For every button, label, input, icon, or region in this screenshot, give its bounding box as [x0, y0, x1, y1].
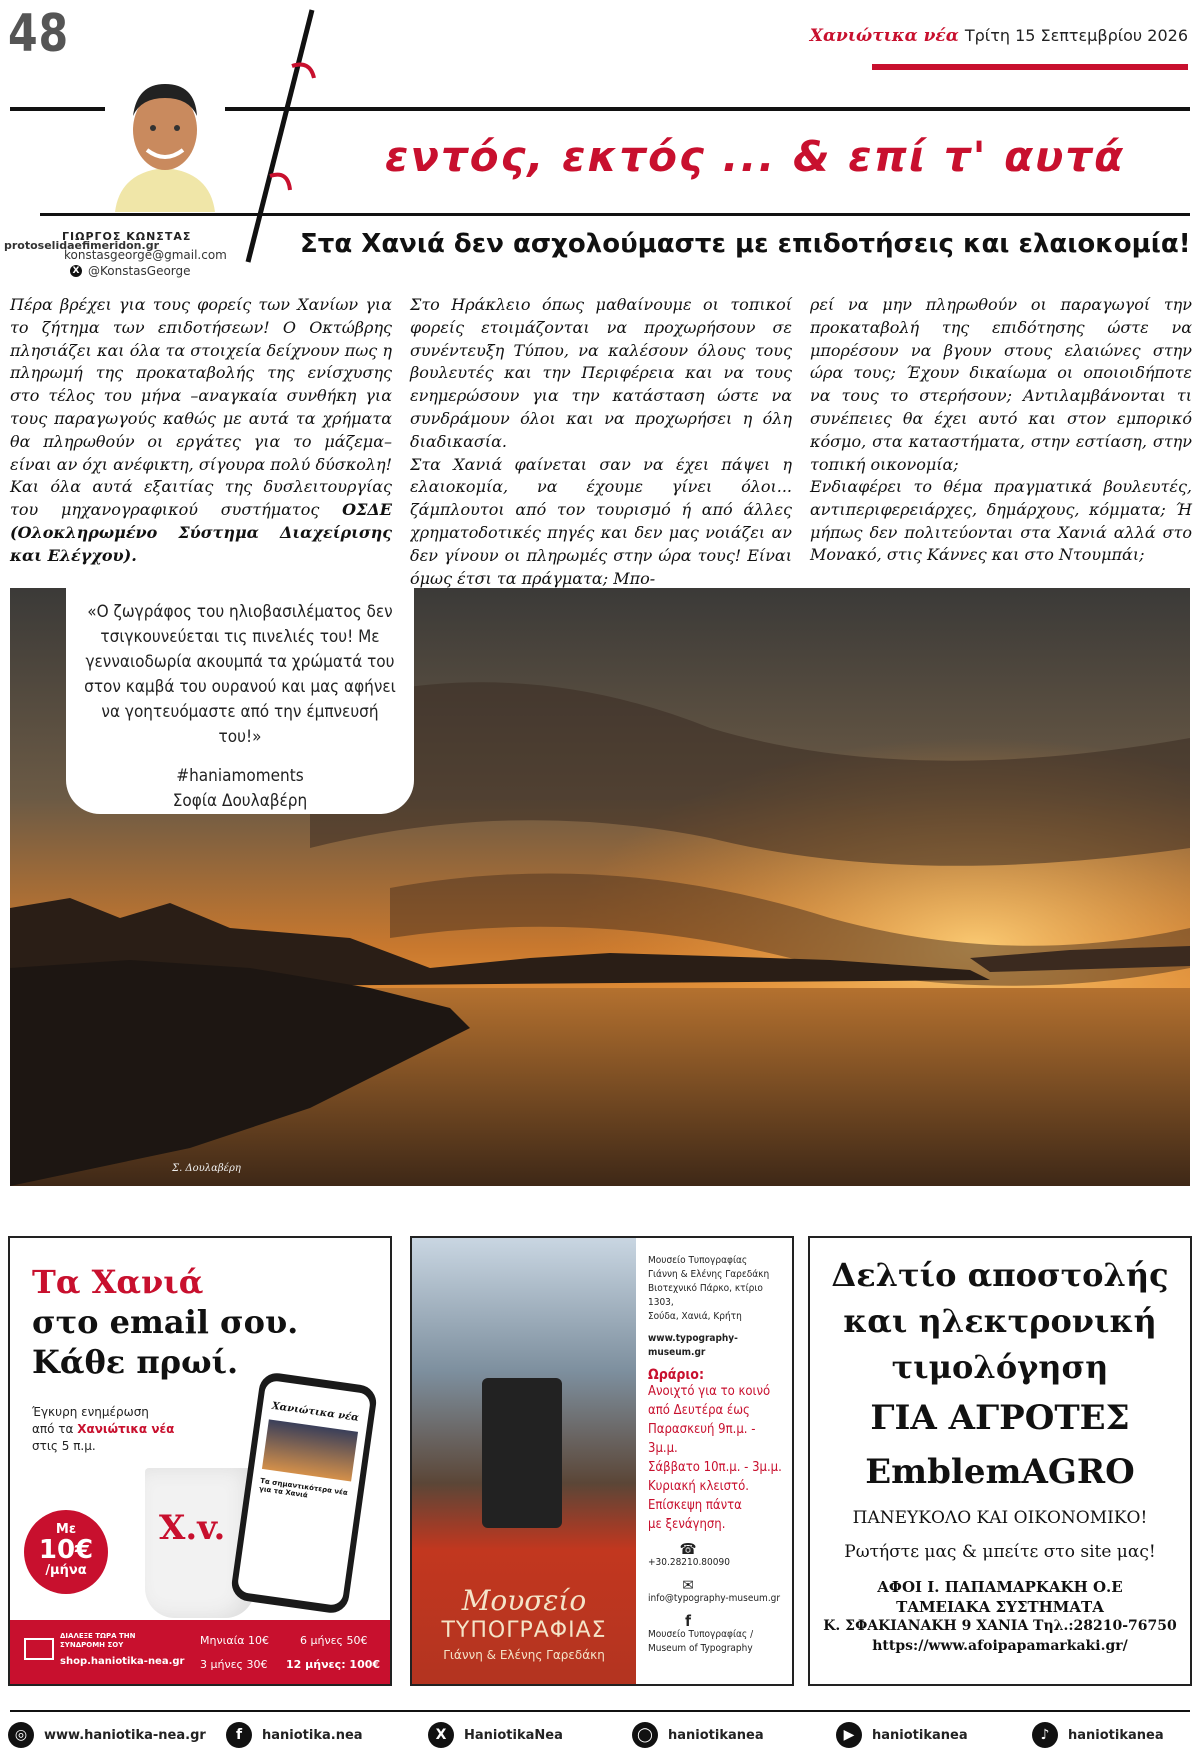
museum-hours-line: Παρασκευή 9π.μ. - 3μ.μ. [648, 1422, 756, 1456]
column-title: εντός, εκτός ... & επί τ' αυτά [385, 132, 1125, 181]
museum-hours-line: Κυριακή κλειστό. [648, 1479, 749, 1494]
emblem-ad-line-1: Δελτίο αποστολής [831, 1256, 1169, 1294]
photo-quote: «Ο ζωγράφος του ηλιοβασιλέματος δεν τσιγκουνεύεται τις πινελιές του! Με γενναιοδωρία ακουμπά τα χρώματά του στον καμβά του ουρανού και μας αφήνει να γοητευόμαστε από την έμπνευσή του!» [84, 602, 396, 747]
author-photo [105, 72, 225, 212]
price-6-months: 6 μήνες 50€ [300, 1634, 368, 1647]
envelope-icon: ✉ [682, 1576, 694, 1594]
phone-icon: ☎ [679, 1540, 697, 1558]
newsletter-ad-sub-2: από τα [32, 1422, 74, 1436]
photo-credit: Σ. Δουλαβέρη [172, 1163, 241, 1174]
author-name: ΓΙΩΡΓΟΣ ΚΩΝΣΤΑΣ [62, 230, 192, 243]
subscription-bar[interactable] [10, 1620, 390, 1684]
article-col1-bold: ΟΣΔΕ (Ολοκληρωμένο Σύστημα Διαχείρισης και Ελέγχου). [10, 500, 392, 565]
footer-item-x[interactable] [428, 1720, 563, 1750]
emblem-ad-line-9: ΤΑΜΕΙΑΚΑ ΣΥΣΤΗΜΑΤΑ [896, 1598, 1104, 1616]
footer-item-facebook[interactable] [226, 1720, 363, 1750]
author-x-handle[interactable] [70, 264, 191, 278]
emblem-ad-line-2: και ηλεκτρονική [843, 1302, 1157, 1340]
footer-label: haniotikanea [668, 1727, 764, 1743]
emblem-ad-company: ΑΦΟΙ Ι. ΠΑΠΑΜΑΡΚΑΚΗ Ο.Ε [877, 1578, 1123, 1596]
youtube-icon: ▶ [836, 1722, 862, 1748]
emblem-ad-line-3: τιμολόγηση [891, 1348, 1109, 1386]
printing-press-image [482, 1378, 562, 1528]
issue-date: Τρίτη 15 Σεπτεμβρίου 2026 [964, 26, 1188, 45]
instagram-icon: ◯ [632, 1722, 658, 1748]
museum-founders: Γιάννη & Ελένης Γαρεδάκη [648, 1269, 770, 1280]
phone-mockup [230, 1371, 379, 1615]
museum-hours-line: από Δευτέρα έως [648, 1403, 750, 1418]
museum-info [648, 1254, 788, 1656]
footer-item-website[interactable] [8, 1720, 206, 1750]
footer-item-instagram[interactable] [632, 1720, 764, 1750]
price-3-months: 3 μήνες 30€ [200, 1658, 268, 1671]
photo-author: Σοφία Δουλαβέρη [172, 791, 308, 811]
museum-logo-sub: Γιάννη & Ελένης Γαρεδάκη [443, 1648, 605, 1662]
newsletter-ad-line-2: στο email σου. [32, 1303, 299, 1341]
page-number: 48 [8, 4, 69, 64]
emblem-ad-line-7: Ρωτήστε μας & μπείτε στο site μας! [844, 1542, 1156, 1562]
footer-rule [10, 1710, 1190, 1712]
author-email[interactable]: konstasgeorge@gmail.com [64, 248, 227, 262]
museum-hours [648, 1382, 788, 1534]
footer-label: www.haniotika-nea.gr [44, 1727, 206, 1743]
museum-facebook-1[interactable]: Μουσείο Τυπογραφίας / [648, 1629, 754, 1640]
emblem-ad-brand: EmblemAGRO [865, 1452, 1135, 1492]
museum-facebook-2[interactable]: Museum of Typography [648, 1643, 753, 1654]
article-col3-paragraph-1-text: ρεί να μην πληρωθούν οι παραγωγοί την προκαταβολή της επιδότησης ώστε να μπορέσουν να βγουν στους ελαιώνες στην ώρα τους; Έχουν δικαίωμα οι οποιοιδήποτε να τους το στερήσουν; Αντιλαμβάνονται τι συνέπειες θα έχει αυτό και στον εμπορικό κόσμο, στα καταστήματα, στην εστίαση, στην τοπική οικονομία; [810, 295, 1192, 474]
globe-icon: ◎ [8, 1722, 34, 1748]
museum-address-1: Βιοτεχνικό Πάρκο, κτίριο 1303, [648, 1283, 763, 1308]
museum-hours-line: Επίσκεψη πάντα [648, 1498, 742, 1513]
phone-screen [237, 1380, 372, 1607]
article-col3-paragraph-2: Ενδιαφέρει το θέμα πραγματικά βουλευτές, αντιπεριφερειάρχες, δημάρχους, κόμματα; Ή μήπως δεν πολιτεύονται στα Χανιά αλλά στο Μονακό, στις Κάννες και στο Ντουμπάι; [810, 477, 1192, 565]
museum-hours-line: Σάββατο 10π.μ. - 3μ.μ. [648, 1460, 782, 1475]
footer-item-youtube[interactable] [836, 1720, 968, 1750]
author-x-handle-text: @KonstasGeorge [88, 264, 191, 278]
emblem-ad-line-4: ΓΙΑ ΑΓΡΟΤΕΣ [870, 1398, 1130, 1438]
footer-item-tiktok[interactable] [1032, 1720, 1164, 1750]
museum-website[interactable]: www.typography-museum.gr [648, 1333, 738, 1358]
newsletter-ad-line-3: Κάθε πρωί. [32, 1343, 239, 1381]
footer-label: haniotika.nea [262, 1727, 363, 1743]
x-logo-icon: X [428, 1722, 454, 1748]
article-col2-paragraph-1: Στο Ηράκλειο όπως μαθαίνουμε οι τοπικοί φορείς ετοιμάζονται να προχωρήσουν σε συνέντευξη Τύπου, να καλέσουν όλους τους βουλευτές και την Περιφέρεια και να τους ενημερώσουν για την κατάσταση ώστε να συνδράμουν όλοι και να προχωρήσει η όλη διαδικασία. [410, 295, 792, 451]
phone-screen-title: Χανιώτικα νέα [271, 1400, 360, 1424]
tiktok-icon: ♪ [1032, 1722, 1058, 1748]
emblem-ad-line-6: ΠΑΝΕΥΚΟΛΟ ΚΑΙ ΟΙΚΟΝΟΜΙΚΟ! [852, 1508, 1148, 1528]
price-badge [24, 1510, 108, 1594]
emblem-ad-url[interactable]: https://www.afoipapamarkaki.gr/ [872, 1638, 1128, 1654]
cup-logo: X.v. [159, 1508, 226, 1548]
price-badge-top: Με [55, 1522, 77, 1537]
footer-label: haniotikanea [1068, 1727, 1164, 1743]
shop-url[interactable]: shop.haniotika-nea.gr [60, 1656, 185, 1667]
photo-quote-box [66, 588, 414, 814]
subscription-cta: ΔΙΑΛΕΞΕ ΤΩΡΑ ΤΗΝ ΣΥΝΔΡΟΜΗ ΣΟΥ [60, 1632, 136, 1649]
column-header-bottom-rule [40, 213, 1190, 216]
price-badge-price: 10€ [38, 1535, 94, 1565]
newsletter-ad-subtext [32, 1404, 174, 1455]
facebook-icon: f [685, 1612, 691, 1630]
museum-logo-script: Μουσείο [461, 1584, 587, 1617]
article-headline: Στα Χανιά δεν ασχολούμαστε με επιδοτήσεις και ελαιοκομία! [300, 229, 1191, 259]
paper-name: Χανιώτικα νέα [809, 26, 959, 46]
footer-label: haniotikanea [872, 1727, 968, 1743]
museum-email[interactable]: info@typography-museum.gr [648, 1593, 781, 1604]
emblem-ad-address: Κ. ΣΦΑΚΙΑΝΑΚΗ 9 ΧΑΝΙΑ Τηλ.:28210-76750 [823, 1618, 1177, 1634]
emblemagro-ad[interactable] [808, 1236, 1192, 1686]
newsletter-ad-sub-1: Έγκυρη ενημέρωση [32, 1405, 149, 1419]
newsletter-ad-sub-3: στις 5 π.μ. [32, 1439, 96, 1453]
phone-screen-caption: Τα σημαντικότερα νέα για τα Χανιά [258, 1476, 349, 1500]
x-logo-icon: X [70, 265, 82, 277]
newsletter-ad-brand: Χανιώτικα νέα [77, 1422, 175, 1436]
envelope-icon [24, 1638, 54, 1660]
typography-museum-ad[interactable] [410, 1236, 794, 1686]
article-col3-paragraph-1 [810, 294, 1192, 476]
newsletter-ad[interactable] [8, 1236, 392, 1686]
masthead-accent-rule [872, 64, 1188, 70]
masthead [810, 26, 1188, 46]
museum-hours-line: με ξενάγηση. [648, 1517, 726, 1532]
article-column-3 [810, 294, 1192, 567]
price-badge-unit: /μήνα [45, 1563, 87, 1578]
phone-screen-image [262, 1419, 358, 1481]
newsletter-ad-heading [32, 1262, 298, 1382]
museum-phone[interactable]: +30.28210.80090 [648, 1557, 730, 1568]
article-column-1 [10, 294, 392, 568]
price-monthly: Μηνιαία 10€ [200, 1634, 270, 1647]
photo-hashtag: #haniamoments [176, 766, 304, 786]
museum-name: Μουσείο Τυπογραφίας [648, 1255, 748, 1266]
newsletter-ad-line-1: Τα Χανιά [32, 1263, 204, 1301]
museum-logo-caps: ΤΥΠΟΓΡΑΦΙΑΣ [441, 1618, 607, 1643]
article-col2-paragraph-2: Στα Χανιά φαίνεται σαν να έχει πάψει η ελαιοκομία, να έχουμε γίνει όλοι... ζάμπλουτοι από τον τουρισμό ή από άλλες χρηματοδοτικές πηγές και δεν μας νοιάζει αν δεν γίνουν οι πληρωμές στην ώρα τους! Είναι όμως έτσι τα πράγματα; Μπο- [410, 454, 792, 588]
article-col1-text: Πέρα βρέχει για τους φορείς των Χανίων για το ζήτημα των επιδοτήσεων! Ο Οκτώβρης πλησιάζει και όλα τα στοιχεία δείχνουν πως η πληρωμή της προκαταβολής της ενίσχυσης στο τέλος του μήνα –αναγκαία συνθήκη για τους παραγωγούς καθώς με αυτά τα χρήματα θα πληρωθούν οι εργάτες για το μάζεμα– είναι αν όχι ανέφικτη, σίγουρα πολύ δύσκολη! Και όλα αυτά εξαιτίας της δυσλειτουργίας του μηχανογραφικού συστήματος [10, 295, 392, 520]
museum-hours-line: Ανοιχτό για το κοινό [648, 1384, 771, 1399]
price-12-months: 12 μήνες: 100€ [286, 1658, 381, 1671]
footer-label: HaniotikaNea [464, 1727, 563, 1743]
source-watermark: protoselidaefimeridon.gr [4, 239, 159, 252]
museum-hours-title: Ωράριο: [648, 1367, 704, 1383]
museum-address-2: Σούδα, Χανιά, Κρήτη [648, 1311, 742, 1322]
facebook-icon: f [226, 1722, 252, 1748]
